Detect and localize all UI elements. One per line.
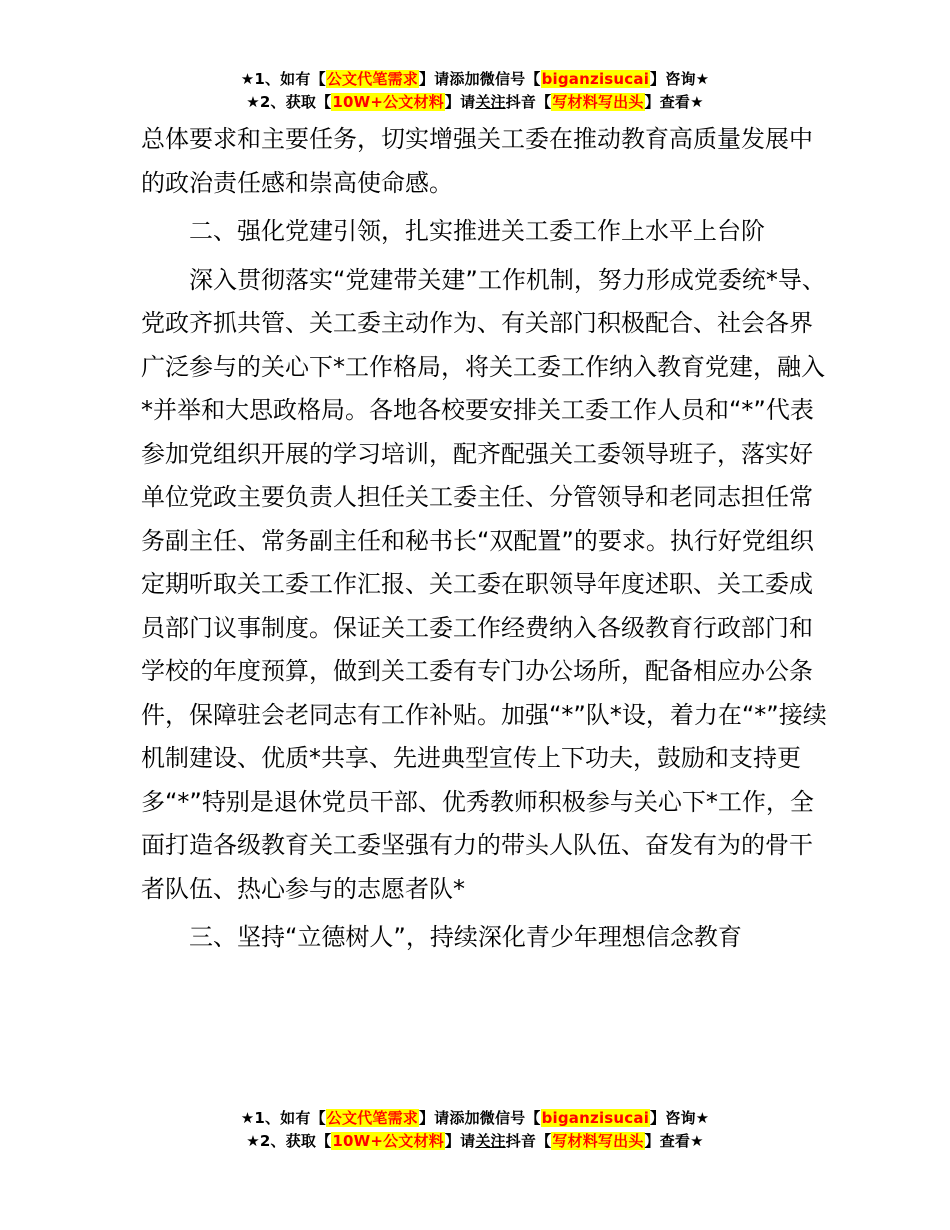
promo-highlight-douyin: 写材料写出头	[552, 1132, 644, 1150]
paragraph-continued: 总体要求和主要任务，切实增强关工委在推动教育高质量发展中的政治责任感和崇高使命感。	[141, 125, 813, 197]
promo-highlight-wechat: biganzisucai	[541, 1109, 650, 1127]
promo-text: 】请	[444, 1132, 476, 1150]
promo-text: 抖音【	[505, 93, 552, 111]
promo-text: ★1、如有【	[240, 70, 326, 88]
promo-line-1	[0, 68, 950, 91]
promo-banner-top	[0, 68, 950, 114]
promo-highlight: 10W+公文材料	[332, 1132, 444, 1150]
promo-text: 抖音【	[505, 1132, 552, 1150]
document-body	[141, 118, 831, 960]
promo-text: 】请	[444, 93, 476, 111]
promo-text: ★2、获取【	[246, 1132, 332, 1150]
promo-text: 】请添加微信号【	[418, 1109, 541, 1127]
promo-highlight: 公文代笔需求	[326, 1109, 418, 1127]
promo-line-2	[0, 1130, 950, 1153]
promo-highlight-douyin: 写材料写出头	[552, 93, 644, 111]
promo-highlight: 公文代笔需求	[326, 70, 418, 88]
promo-text: 】咨询★	[650, 70, 710, 88]
promo-text: ★1、如有【	[240, 1109, 326, 1127]
promo-text: 】咨询★	[650, 1109, 710, 1127]
promo-banner-bottom	[0, 1107, 950, 1153]
promo-line-2	[0, 91, 950, 114]
promo-highlight-wechat: biganzisucai	[541, 70, 650, 88]
section-heading-2: 二、强化党建引领，扎实推进关工委工作上水平上台阶	[189, 217, 765, 245]
promo-underline: 关注	[475, 1132, 506, 1150]
promo-text: ★2、获取【	[246, 93, 332, 111]
promo-text: 】查看★	[644, 93, 704, 111]
promo-line-1	[0, 1107, 950, 1130]
section-heading-3: 三、坚持“立德树人”，持续深化青少年理想信念教育	[189, 923, 742, 951]
paragraph-body: 深入贯彻落实“党建带关建”工作机制，努力形成党委统*导、党政齐抓共管、关工委主动作为、有关部门积极配合、社会各界广泛参与的关心下*工作格局，将关工委工作纳入教育党建，融入*并举和大思政格局。各地各校要安排关工委工作人员和“*”代表参加党组织开展的学习培训，配齐配强关工委领导班子，落实好单位党政主要负责人担任关工委主任、分管领导和老同志担任常务副主任、常务副主任和秘书长“双配置”的要求。执行好党组织定期听取关工委工作汇报、关工委在职领导年度述职、关工委成员部门议事制度。保证关工委工作经费纳入各级教育行政部门和学校的年度预算，做到关工委有专门办公场所，配备相应办公条件，保障驻会老同志有工作补贴。加强“*”队*设，着力在“*”接续机制建设、优质*共享、先进典型宣传上下功夫，鼓励和支持更多“*”特别是退休党员干部、优秀教师积极参与关心下*工作，全面打造各级教育关工委坚强有力的带头人队伍、奋发有为的骨干者队伍、热心参与的志愿者队*	[141, 265, 827, 903]
promo-highlight: 10W+公文材料	[332, 93, 444, 111]
promo-text: 】查看★	[644, 1132, 704, 1150]
promo-underline: 关注	[475, 93, 506, 111]
promo-text: 】请添加微信号【	[418, 70, 541, 88]
